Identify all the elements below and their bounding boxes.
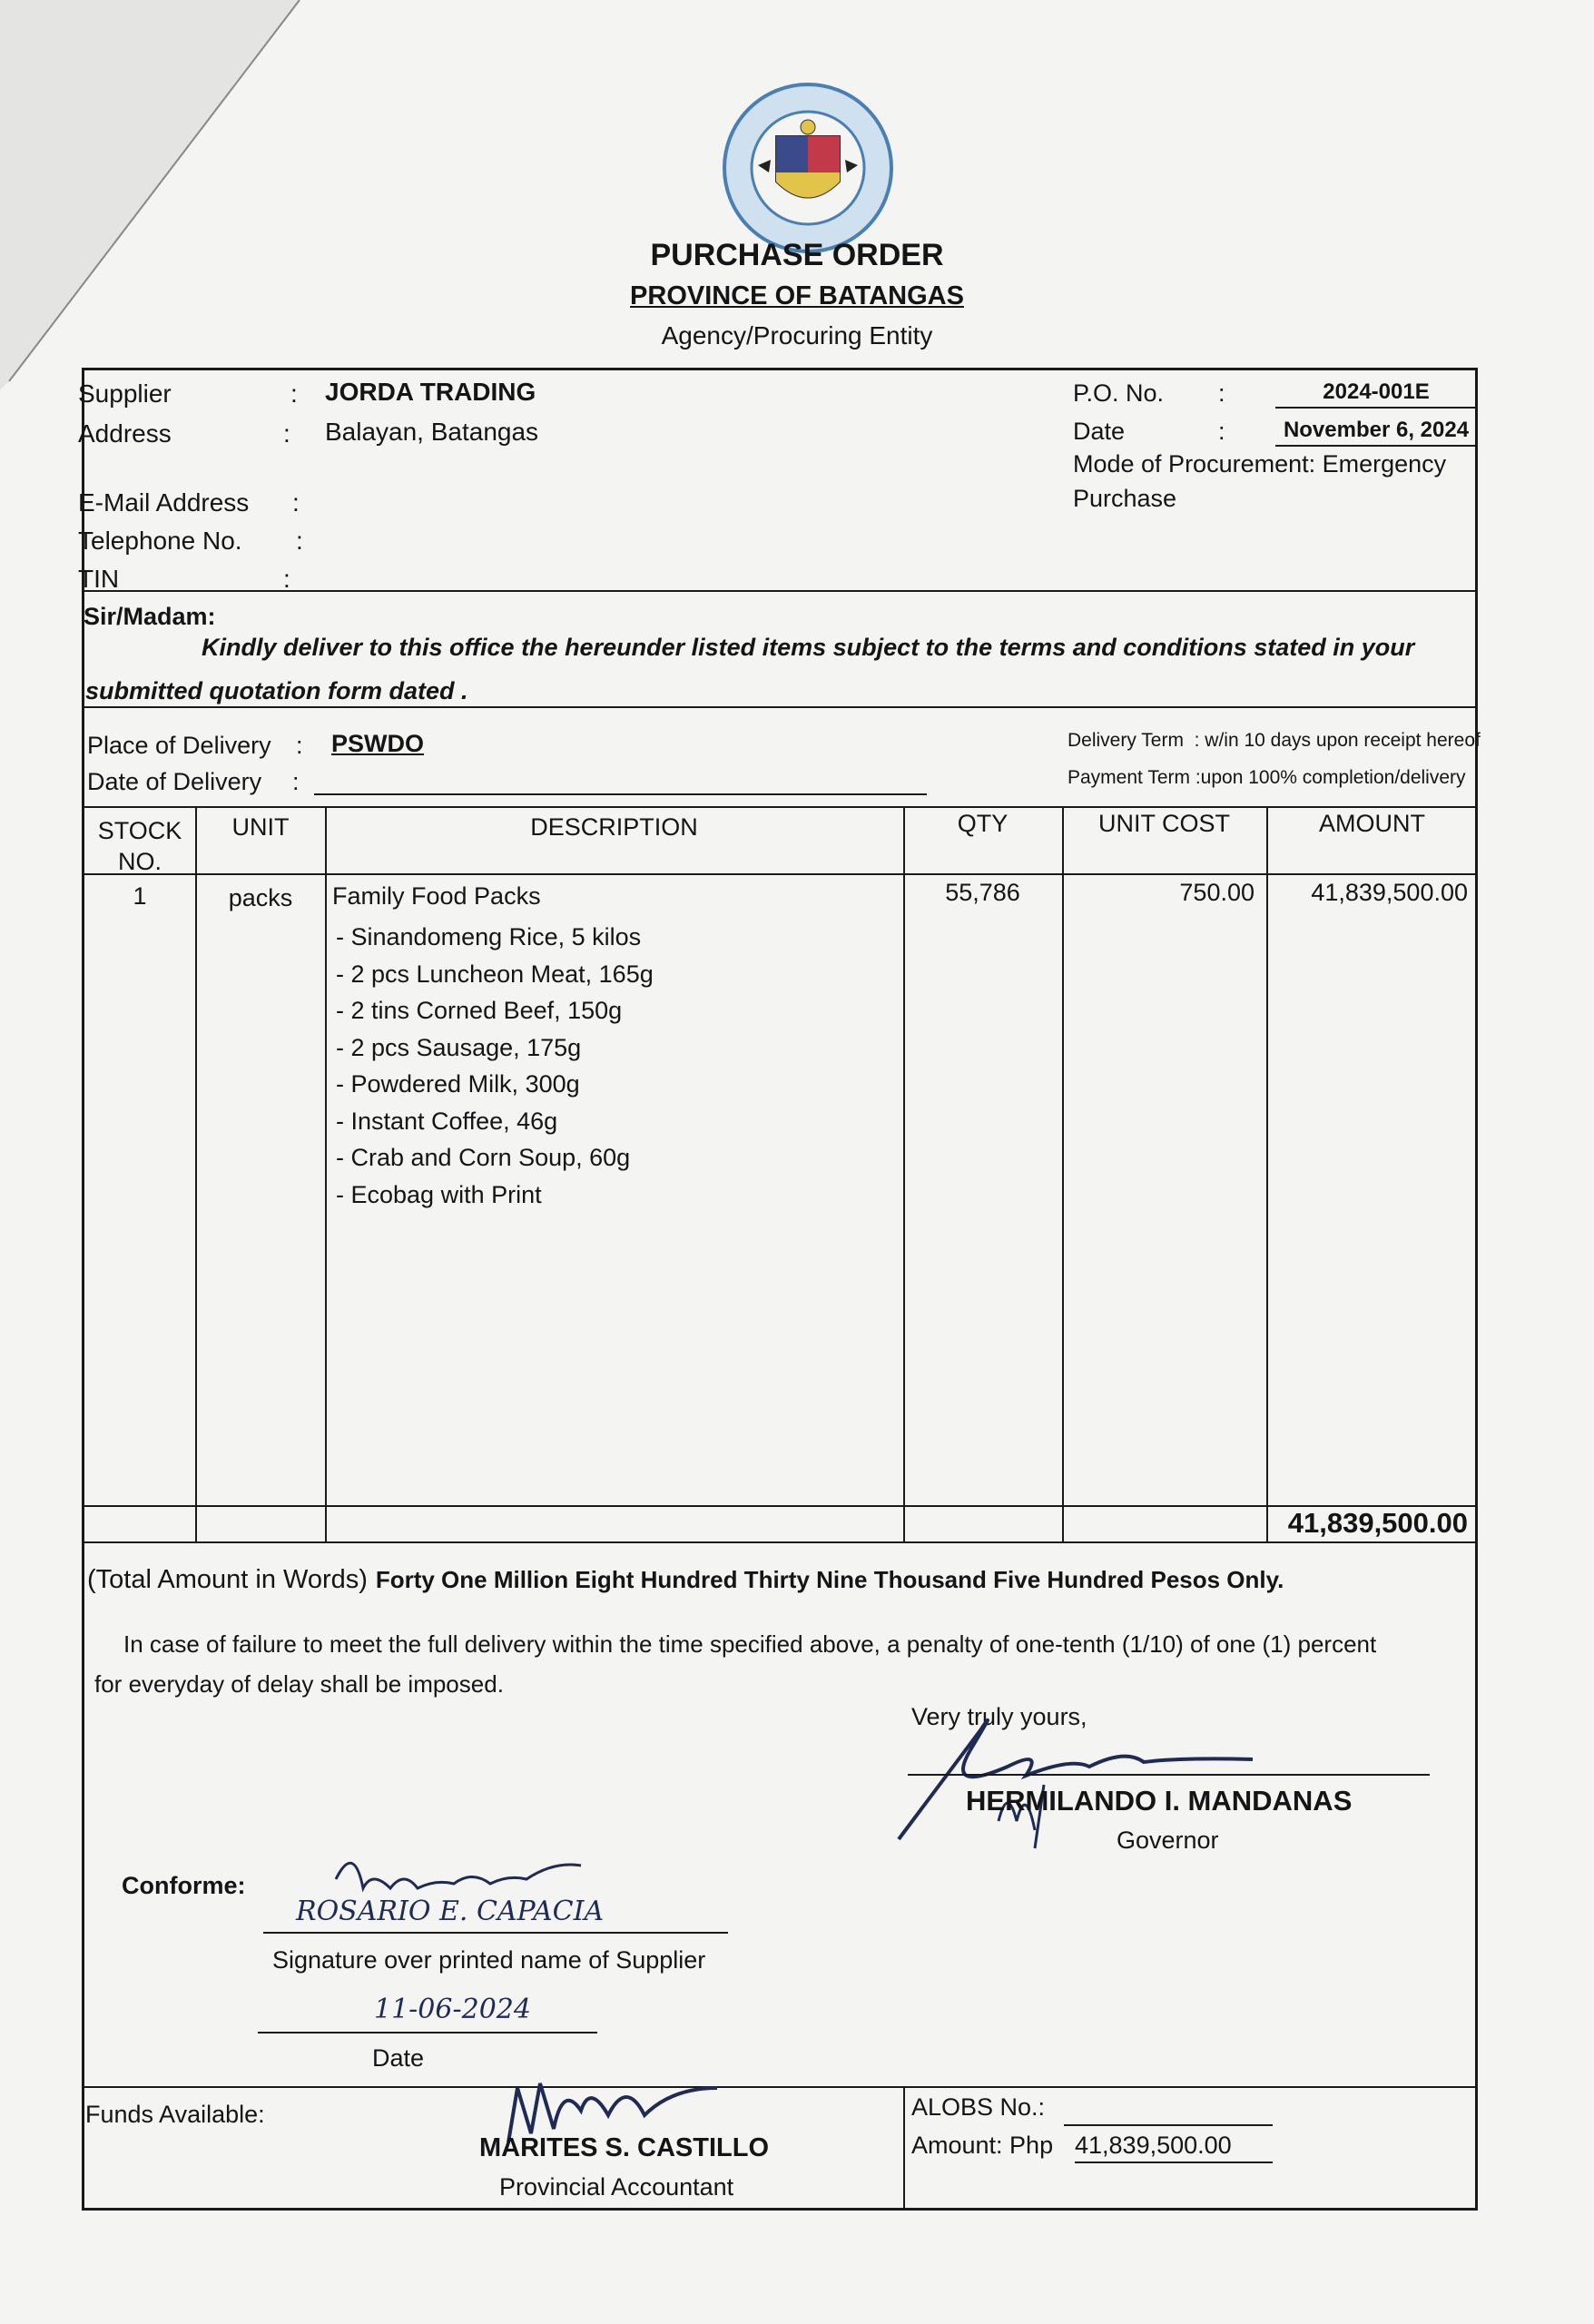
procurement-mode-label: Mode of Procurement: Emergency	[1073, 450, 1447, 478]
row-stock-no: 1	[133, 882, 147, 910]
colon: :	[296, 527, 303, 555]
table-column-line	[903, 806, 905, 1541]
date-label: Date	[1073, 418, 1126, 445]
provincial-seal-logo	[722, 82, 894, 254]
supplier-handwritten-name: ROSARIO E. CAPACIA	[296, 1896, 605, 1927]
supplier-name: JORDA TRADING	[325, 378, 536, 406]
tin-label: TIN	[78, 565, 120, 593]
header-unit: UNIT	[231, 813, 290, 841]
colon: :	[1218, 379, 1225, 407]
list-item: - 2 tins Corned Beef, 150g	[336, 997, 623, 1024]
table-column-line	[195, 806, 197, 1541]
row-unit: packs	[228, 884, 293, 911]
colon: :	[283, 565, 290, 593]
colon: :	[292, 488, 300, 517]
delivery-term: Delivery Term : w/in 10 days upon receipt hereof	[1068, 730, 1481, 751]
list-item: - Ecobag with Print	[336, 1180, 542, 1208]
colon: :	[292, 768, 300, 795]
section-divider	[82, 590, 1478, 592]
conforme-date-label: Date	[372, 2044, 425, 2072]
place-of-delivery-label: Place of Delivery	[87, 732, 271, 759]
item-list	[336, 919, 654, 1213]
supplier-label: Supplier	[78, 379, 172, 408]
email-label: E-Mail Address	[78, 488, 250, 517]
accountant-name: MARITES S. CASTILLO	[479, 2133, 769, 2162]
funds-amount: 41,839,500.00	[1075, 2132, 1273, 2163]
colon: :	[283, 419, 290, 448]
salutation-greeting: Sir/Madam:	[84, 603, 216, 630]
funds-available-label: Funds Available:	[85, 2101, 265, 2128]
list-item: - 2 pcs Luncheon Meat, 165g	[336, 960, 654, 988]
header-qty: QTY	[957, 810, 1009, 837]
date-of-delivery-label: Date of Delivery	[87, 768, 262, 795]
salutation-body: Kindly deliver to this office the hereunder listed items subject to the terms and conditions stated in your	[202, 634, 1415, 661]
funds-column-line	[903, 2086, 905, 2211]
list-item: - Crab and Corn Soup, 60g	[336, 1144, 631, 1171]
conforme-label: Conforme:	[122, 1872, 246, 1899]
colon: :	[1218, 418, 1225, 445]
supplier-signature-caption: Signature over printed name of Supplier	[272, 1946, 706, 1974]
table-header-border	[82, 873, 1478, 875]
table-column-line	[1266, 806, 1268, 1541]
penalty-clause: In case of failure to meet the full delivery within the time specified above, a penalty of one-tenth (1/10) of one (1) percent	[123, 1630, 1377, 1658]
funds-divider	[82, 2086, 1478, 2088]
header-description: DESCRIPTION	[530, 813, 698, 841]
governor-signature	[890, 1694, 1298, 1857]
header-unit-cost: UNIT COST	[1097, 810, 1230, 837]
colon: :	[290, 379, 298, 408]
date-of-delivery-line	[314, 793, 927, 795]
section-divider	[82, 706, 1478, 708]
header-stock-no: STOCK NO.	[97, 817, 182, 875]
table-bottom-border	[82, 1541, 1478, 1543]
closing-text: Very truly yours,	[911, 1703, 1087, 1730]
conforme-date-line	[258, 2032, 597, 2034]
header-amount: AMOUNT	[1319, 810, 1425, 837]
alobs-line	[1064, 2124, 1273, 2126]
row-description: Family Food Packs	[332, 882, 541, 910]
supplier-signature-line	[263, 1932, 728, 1934]
list-item: - Sinandomeng Rice, 5 kilos	[336, 923, 642, 950]
place-of-delivery: PSWDO	[331, 730, 425, 757]
document-title: PURCHASE ORDER	[650, 238, 944, 272]
list-item: - Instant Coffee, 46g	[336, 1107, 558, 1135]
salutation-body: submitted quotation form dated .	[85, 677, 468, 704]
supplier-address: Balayan, Batangas	[325, 418, 539, 446]
address-label: Address	[78, 419, 172, 448]
table-top-border	[82, 806, 1478, 808]
row-qty: 55,786	[945, 879, 1020, 906]
row-amount: 41,839,500.00	[1311, 879, 1468, 906]
table-column-line	[325, 806, 327, 1541]
alobs-label: ALOBS No.:	[911, 2093, 1046, 2121]
province-name: PROVINCE OF BATANGAS	[630, 281, 964, 310]
governor-position: Governor	[1117, 1827, 1219, 1854]
procurement-mode-value: Purchase	[1073, 485, 1177, 512]
table-total: 41,839,500.00	[1287, 1507, 1468, 1539]
po-number: 2024-001E	[1275, 379, 1477, 409]
funds-amount-label: Amount: Php	[911, 2132, 1054, 2159]
po-date: November 6, 2024	[1275, 418, 1477, 447]
accountant-position: Provincial Accountant	[499, 2173, 734, 2201]
table-column-line	[1062, 806, 1064, 1541]
telephone-label: Telephone No.	[78, 527, 242, 555]
penalty-clause: for everyday of delay shall be imposed.	[94, 1670, 504, 1698]
amount-in-words: (Total Amount in Words) Forty One Million Eight Hundred Thirty Nine Thousand Five Hundred Pesos Only.	[87, 1565, 1284, 1594]
governor-name: HERMILANDO I. MANDANAS	[966, 1785, 1353, 1817]
colon: :	[296, 732, 303, 759]
po-number-label: P.O. No.	[1073, 379, 1165, 407]
conforme-handwritten-date: 11-06-2024	[374, 1994, 531, 2025]
list-item: - Powdered Milk, 300g	[336, 1070, 580, 1098]
governor-signature-line	[908, 1774, 1430, 1776]
payment-term: Payment Term :upon 100% completion/delivery	[1068, 767, 1466, 788]
entity-label: Agency/Procuring Entity	[661, 321, 933, 350]
list-item: - 2 pcs Sausage, 175g	[336, 1033, 582, 1061]
row-unit-cost: 750.00	[1179, 879, 1255, 906]
